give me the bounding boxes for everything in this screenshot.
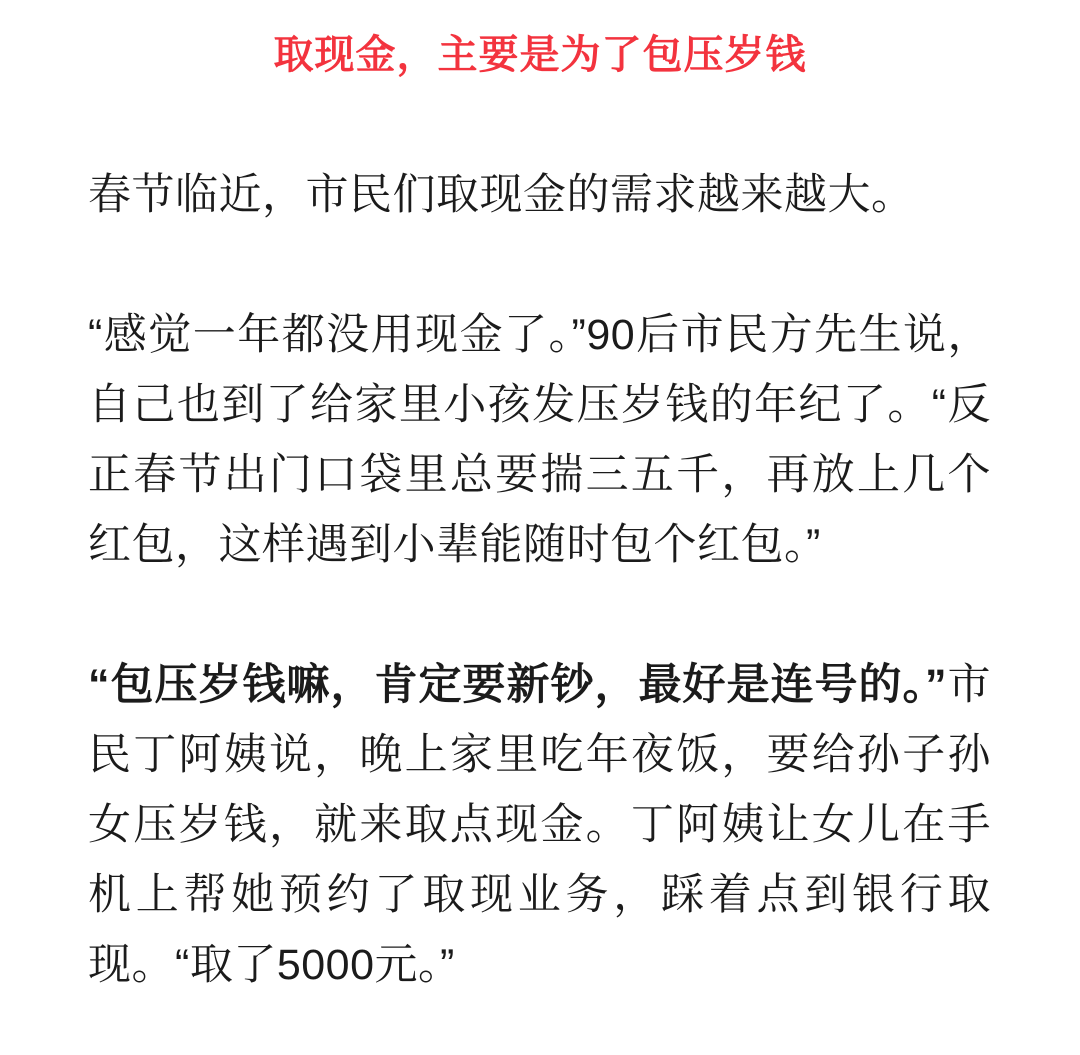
paragraph-2: “感觉一年都没用现金了。”90后市民方先生说，自己也到了给家里小孩发压岁钱的年纪了。“反正春节出门口袋里总要揣三五千，再放上几个红包，这样遇到小辈能随时包个红包。” [88,311,991,569]
paragraph-3-rest: 市民丁阿姨说，晚上家里吃年夜饭，要给孙子孙女压岁钱，就来取点现金。丁阿姨让女儿在手机上帮她预约了取现业务，踩着点到银行取现。“取了5000元。” [88,661,991,989]
article-title: 取现金，主要是为了包压岁钱 [273,33,807,77]
paragraph-3-bold-lead: “包压岁钱嘛，肯定要新钞，最好是连号的。” [88,661,947,709]
paragraph-3 [0,650,1080,1000]
paragraph-1: 春节临近，市民们取现金的需求越来越大。 [88,171,915,219]
